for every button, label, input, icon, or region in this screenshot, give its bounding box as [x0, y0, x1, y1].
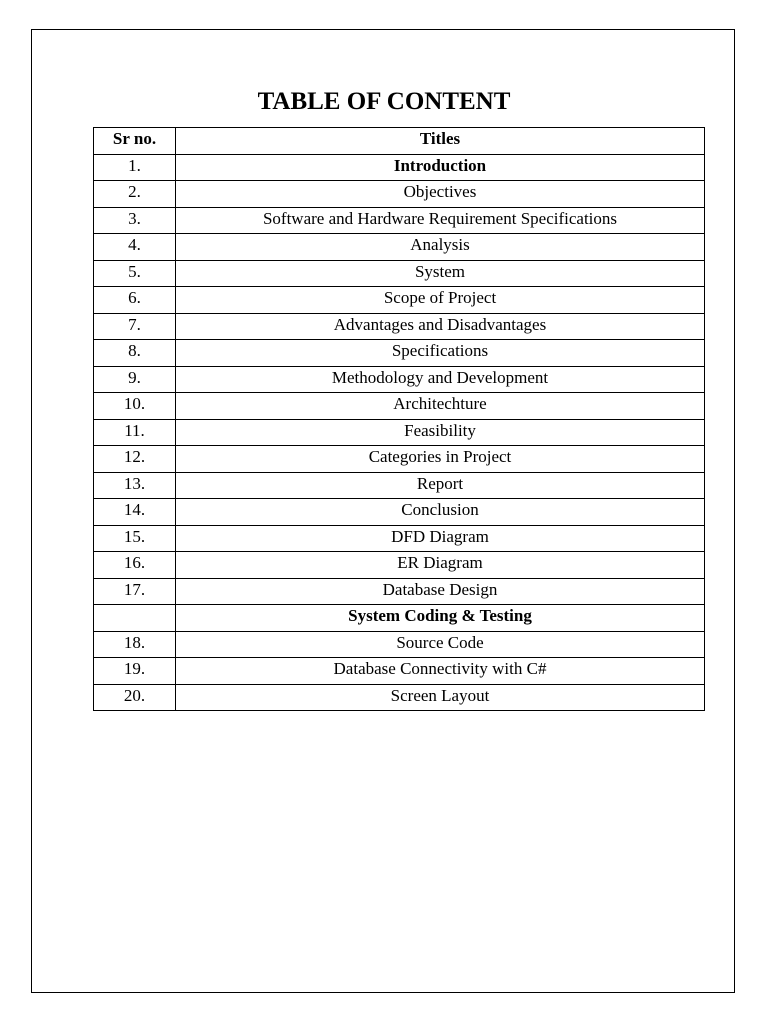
row-number: 18.	[94, 631, 176, 658]
row-number: 9.	[94, 366, 176, 393]
row-number: 17.	[94, 578, 176, 605]
row-title: Database Connectivity with C#	[176, 658, 705, 685]
table-row	[94, 472, 705, 499]
table-row	[94, 605, 705, 632]
table-row	[94, 366, 705, 393]
row-title: Conclusion	[176, 499, 705, 526]
row-title: System	[176, 260, 705, 287]
table-of-contents	[93, 127, 705, 711]
table-row	[94, 340, 705, 367]
row-title: DFD Diagram	[176, 525, 705, 552]
row-number: 5.	[94, 260, 176, 287]
row-number: 1.	[94, 154, 176, 181]
row-title: ER Diagram	[176, 552, 705, 579]
row-number: 15.	[94, 525, 176, 552]
table-row	[94, 658, 705, 685]
table-row	[94, 525, 705, 552]
table-row	[94, 260, 705, 287]
header-sr-no: Sr no.	[94, 128, 176, 155]
row-title: Categories in Project	[176, 446, 705, 473]
row-number: 6.	[94, 287, 176, 314]
row-number: 16.	[94, 552, 176, 579]
table-row	[94, 499, 705, 526]
row-number: 2.	[94, 181, 176, 208]
row-number: 20.	[94, 684, 176, 711]
page-title: TABLE OF CONTENT	[257, 88, 511, 115]
row-number: 8.	[94, 340, 176, 367]
row-number: 4.	[94, 234, 176, 261]
row-title: System Coding & Testing	[176, 605, 705, 632]
row-number	[94, 605, 176, 632]
row-number: 3.	[94, 207, 176, 234]
row-number: 19.	[94, 658, 176, 685]
row-number: 10.	[94, 393, 176, 420]
table-body	[94, 154, 705, 711]
row-title: Introduction	[176, 154, 705, 181]
table-header-row	[94, 128, 705, 155]
row-title: Source Code	[176, 631, 705, 658]
row-number: 14.	[94, 499, 176, 526]
row-title: Architechture	[176, 393, 705, 420]
row-title: Database Design	[176, 578, 705, 605]
table-row	[94, 154, 705, 181]
row-number: 7.	[94, 313, 176, 340]
table-row	[94, 684, 705, 711]
table-row	[94, 446, 705, 473]
row-title: Feasibility	[176, 419, 705, 446]
row-number: 11.	[94, 419, 176, 446]
row-number: 13.	[94, 472, 176, 499]
table-row	[94, 234, 705, 261]
table-row	[94, 552, 705, 579]
table-row	[94, 181, 705, 208]
table-row	[94, 578, 705, 605]
table-row	[94, 631, 705, 658]
row-title: Advantages and Disadvantages	[176, 313, 705, 340]
row-title: Report	[176, 472, 705, 499]
row-title: Methodology and Development	[176, 366, 705, 393]
row-title: Analysis	[176, 234, 705, 261]
table-row	[94, 313, 705, 340]
table-row	[94, 419, 705, 446]
row-title: Objectives	[176, 181, 705, 208]
table-row	[94, 207, 705, 234]
table-row	[94, 287, 705, 314]
row-title: Screen Layout	[176, 684, 705, 711]
row-title: Specifications	[176, 340, 705, 367]
header-titles: Titles	[176, 128, 705, 155]
row-title: Scope of Project	[176, 287, 705, 314]
row-title: Software and Hardware Requirement Specifications	[176, 207, 705, 234]
table-row	[94, 393, 705, 420]
row-number: 12.	[94, 446, 176, 473]
